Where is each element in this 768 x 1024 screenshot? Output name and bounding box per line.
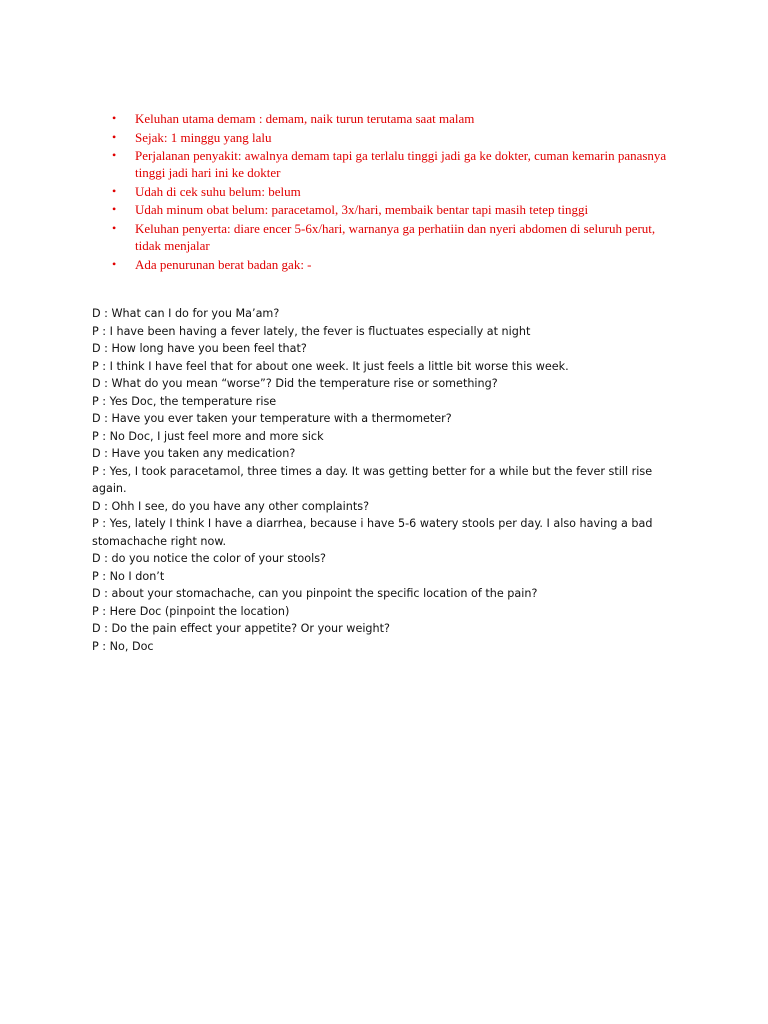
bullet-icon: • <box>112 129 117 144</box>
dialogue-line: P : No, Doc <box>92 639 154 653</box>
note-text: Keluhan penyerta: diare encer 5-6x/hari, warnanya ga perhatiin dan nyeri abdomen di seluruh perut, tidak menjalar <box>135 220 656 253</box>
dialogue-line: D : about your stomachache, can you pinpoint the specific location of the pain? <box>92 587 538 600</box>
note-text: Sejak: 1 minggu yang lalu <box>135 129 272 145</box>
dialogue-line: D : How long have you been feel that? <box>92 342 307 355</box>
bullet-icon: • <box>112 256 117 271</box>
dialogue-line: D : Do the pain effect your appetite? Or your weight? <box>92 622 390 635</box>
note-text: Udah di cek suhu belum: belum <box>135 183 301 199</box>
note-text: Ada penurunan berat badan gak: - <box>135 256 312 272</box>
anamnesis-notes-list <box>108 110 668 274</box>
doctor-patient-dialogue <box>92 305 662 655</box>
note-text: Perjalanan penyakit: awalnya demam tapi ga terlalu tinggi jadi ga ke dokter, cuman kemarin panasnya tinggi jadi hari ini ke dokter <box>135 148 667 181</box>
dialogue-line: P : Yes Doc, the temperature rise <box>92 394 277 408</box>
dialogue-line: P : I think I have feel that for about one week. It just feels a little bit worse this week. <box>92 359 569 373</box>
dialogue-line: D : Have you ever taken your temperature with a thermometer? <box>92 412 452 425</box>
dialogue-line: P : No Doc, I just feel more and more sick <box>92 429 324 443</box>
note-item <box>108 256 668 273</box>
note-item <box>108 220 668 254</box>
note-item <box>108 110 668 127</box>
bullet-icon: • <box>112 183 117 198</box>
dialogue-line: D : Have you taken any medication? <box>92 447 296 460</box>
dialogue-line: P : Yes, I took paracetamol, three times a day. It was getting better for a while but the fever still rise again. <box>92 464 653 495</box>
bullet-icon: • <box>112 220 117 235</box>
note-item <box>108 183 668 200</box>
bullet-icon: • <box>112 202 117 217</box>
note-item <box>108 129 668 146</box>
dialogue-line: D : What can I do for you Ma’am? <box>92 307 280 320</box>
dialogue-line: P : Here Doc (pinpoint the location) <box>92 604 290 618</box>
dialogue-line: P : I have been having a fever lately, the fever is fluctuates especially at night <box>92 324 531 338</box>
bullet-icon: • <box>112 148 117 163</box>
dialogue-line: P : Yes, lately I think I have a diarrhea, because i have 5-6 watery stools per day. I also having a bad stomachache right now. <box>92 517 653 548</box>
note-item <box>108 147 668 181</box>
dialogue-line: P : No I don’t <box>92 569 165 583</box>
dialogue-line: D : do you notice the color of your stools? <box>92 552 326 565</box>
note-text: Udah minum obat belum: paracetamol, 3x/hari, membaik bentar tapi masih tetep tinggi <box>135 202 589 218</box>
bullet-icon: • <box>112 111 117 125</box>
dialogue-line: D : Ohh I see, do you have any other complaints? <box>92 499 370 513</box>
note-text: Keluhan utama demam : demam, naik turun terutama saat malam <box>135 111 475 126</box>
note-item <box>108 201 668 218</box>
dialogue-line: D : What do you mean “worse”? Did the temperature rise or something? <box>92 377 498 390</box>
